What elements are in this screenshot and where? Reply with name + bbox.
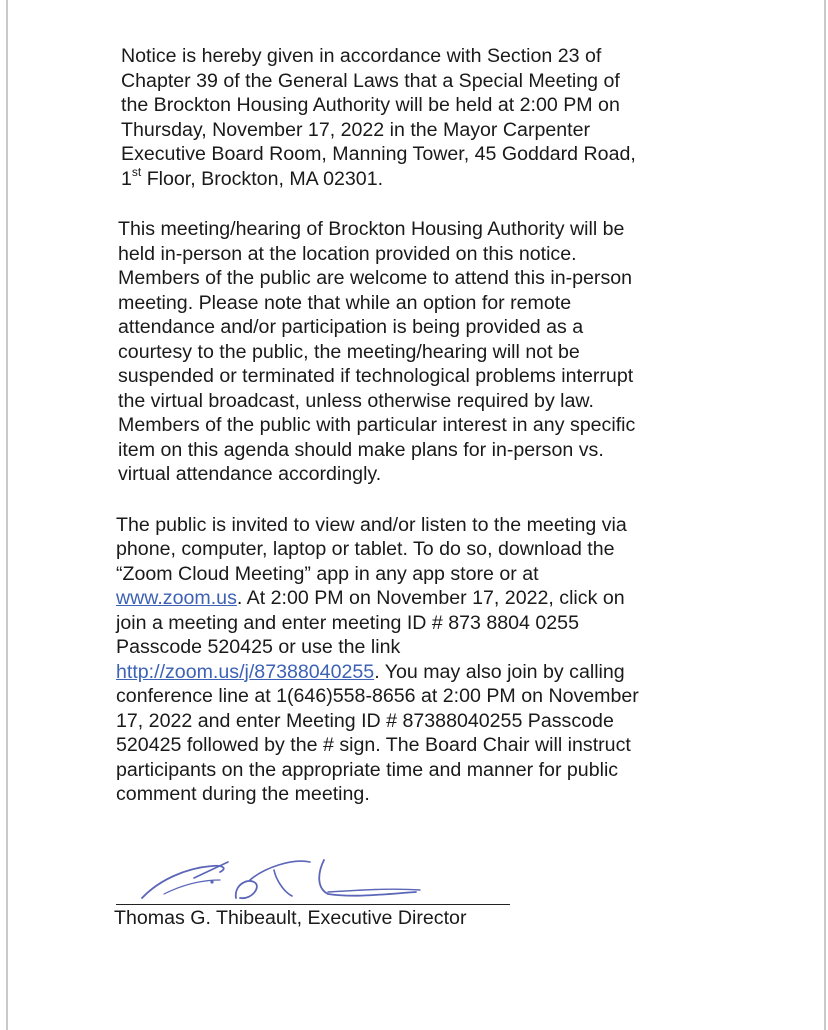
text-line: Passcode 520425 or use the link xyxy=(116,636,401,658)
notice-paragraph-in-person xyxy=(118,217,716,487)
meeting-notice xyxy=(116,44,716,833)
text-line xyxy=(116,660,716,685)
text-line: conference line at 1(646)558-8656 at 2:00 PM on November xyxy=(116,685,639,707)
handwritten-signature xyxy=(124,850,424,910)
text-line: comment during the meeting. xyxy=(116,783,370,805)
text-line: participants on the appropriate time and manner for public xyxy=(116,758,619,781)
signatory-name-title: Thomas G. Thibeault, Executive Director xyxy=(114,907,467,929)
text-line: phone, computer, laptop or tablet. To do so, download the xyxy=(116,538,615,560)
text-line-address xyxy=(121,164,716,192)
text-line: the Brockton Housing Authority will be held at 2:00 PM on xyxy=(121,94,620,116)
text-line: “Zoom Cloud Meeting” app in any app store or at xyxy=(116,562,539,585)
text-line: Members of the public are welcome to attend this in-person xyxy=(118,267,633,289)
text-line: Chapter 39 of the General Laws that a Special Meeting of xyxy=(121,69,620,92)
text-line xyxy=(116,586,716,611)
zoom-meeting-link[interactable]: http://zoom.us/j/87388040255 xyxy=(116,660,375,683)
page-left-edge xyxy=(6,0,8,1030)
text-line: Executive Board Room, Manning Tower, 45 Goddard Road, xyxy=(121,143,636,165)
notice-paragraph-zoom xyxy=(116,513,716,807)
text-line: 520425 followed by the # sign. The Board Chair will instruct xyxy=(116,734,631,756)
page-right-edge xyxy=(824,0,826,1030)
text-line: Members of the public with particular interest in any specific xyxy=(118,414,636,436)
floor-ordinal-suffix: st xyxy=(131,164,142,179)
text-line: Notice is hereby given in accordance with Section 23 of xyxy=(121,45,602,67)
text-line: join a meeting and enter meeting ID # 873 8804 0255 xyxy=(116,611,579,634)
address-text: Floor, Brockton, MA 02301. xyxy=(141,167,384,190)
link-followup-text: . At 2:00 PM on November 17, 2022, click on xyxy=(236,587,625,609)
text-line: item on this agenda should make plans for in-person vs. xyxy=(118,438,604,461)
signature-block xyxy=(114,850,534,940)
text-line: The public is invited to view and/or listen to the meeting via xyxy=(116,513,627,536)
text-line: Thursday, November 17, 2022 in the Mayor Carpenter xyxy=(121,118,591,141)
signature-line xyxy=(116,904,510,905)
text-line: the virtual broadcast, unless otherwise required by law. xyxy=(118,389,594,412)
text-line: This meeting/hearing of Brockton Housing Authority will be xyxy=(118,218,625,240)
notice-paragraph-location xyxy=(121,44,716,191)
text-line: held in-person at the location provided on this notice. xyxy=(118,242,577,265)
text-line: courtesy to the public, the meeting/hearing will not be xyxy=(118,340,580,363)
floor-number: 1 xyxy=(121,167,132,190)
text-line: attendance and/or participation is being provided as a xyxy=(118,316,584,338)
link-followup-text: . You may also join by calling xyxy=(374,660,625,683)
text-line: suspended or terminated if technological problems interrupt xyxy=(118,365,634,387)
text-line: virtual attendance accordingly. xyxy=(118,463,382,485)
zoom-website-link[interactable]: www.zoom.us xyxy=(116,587,237,609)
text-line: meeting. Please note that while an option for remote xyxy=(118,291,572,314)
text-line: 17, 2022 and enter Meeting ID # 87388040255 Passcode xyxy=(116,709,614,732)
